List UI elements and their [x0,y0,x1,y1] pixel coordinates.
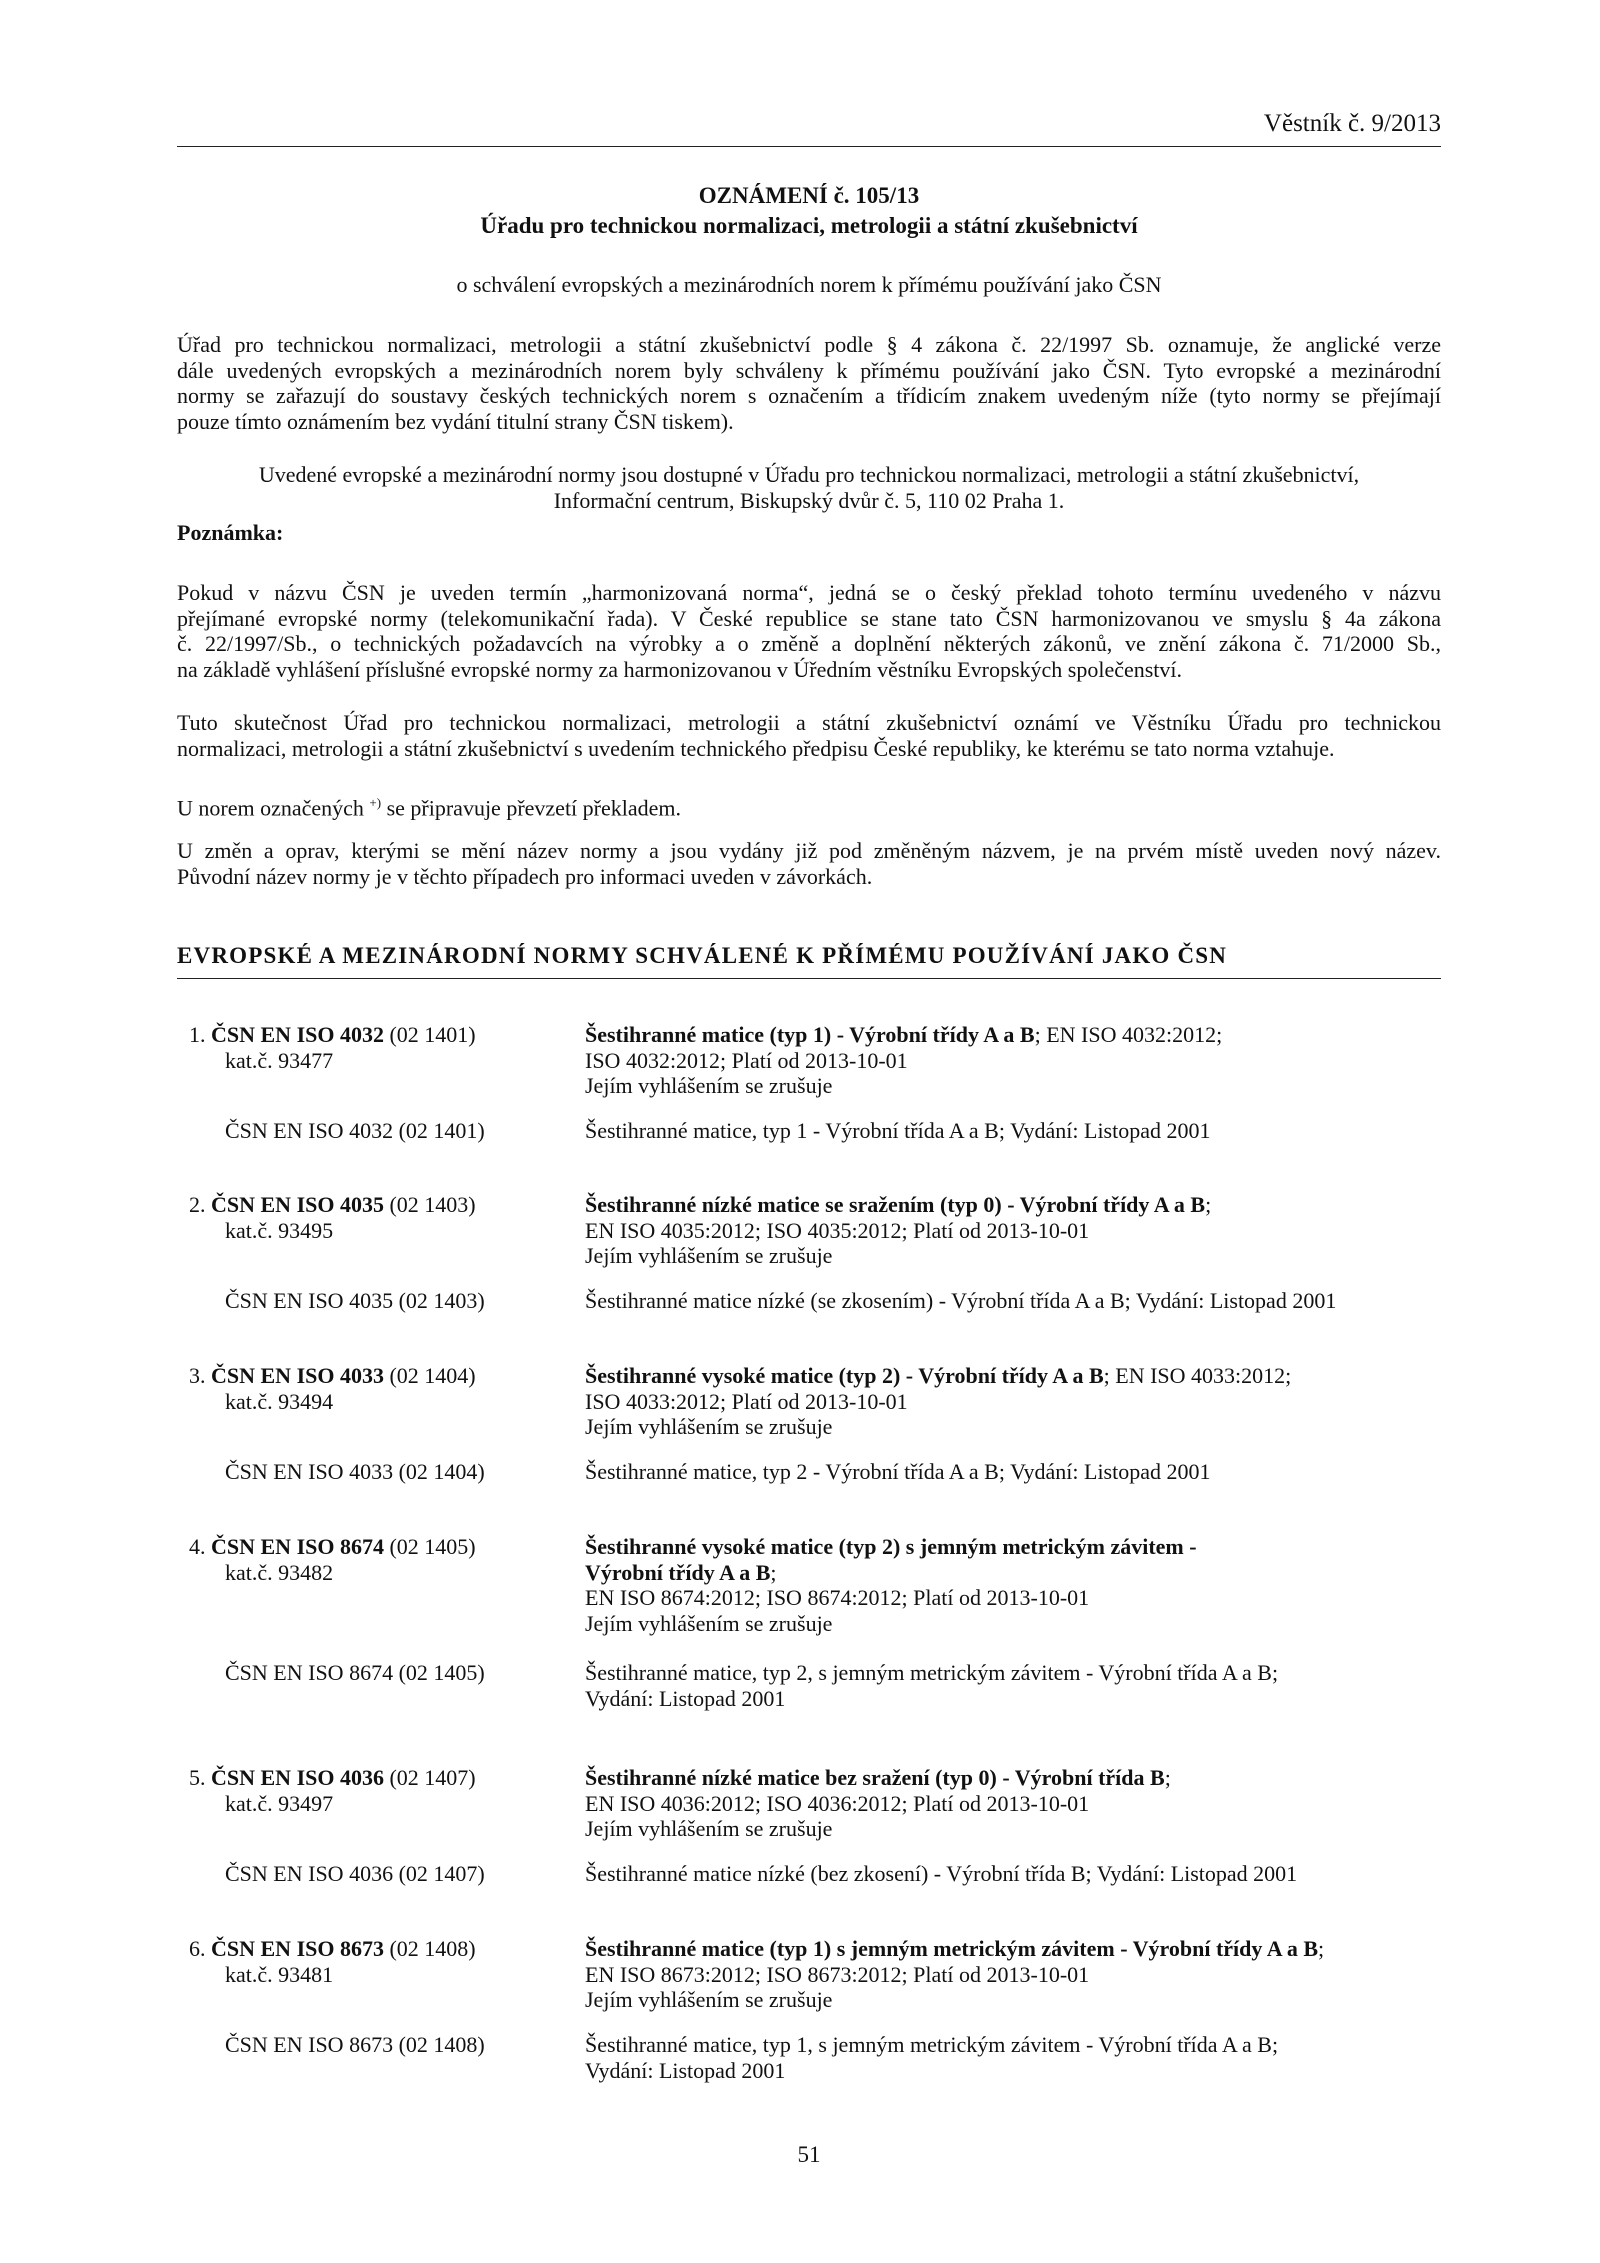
class-code: (02 1401) [383,1022,476,1047]
note-paragraph-1 [177,580,1441,682]
standard-detail: Jejím vyhlášením se zrušuje [585,1073,833,1098]
standard-designation [189,1192,569,1243]
standard-designation [189,1765,569,1816]
standard-code: ČSN EN ISO 8673 [211,1936,384,1961]
replaced-title: Vydání: Listopad 2001 [585,1685,786,1711]
catalog-number: kat.č. 93481 [225,1961,334,1987]
standard-title: Šestihranné matice (typ 1) - Výrobní třídy A a B [585,1022,1035,1047]
note-paragraph-4 [177,838,1441,889]
standard-detail: EN ISO 8674:2012; ISO 8674:2012; Platí od 2013-10-01 [585,1585,1090,1610]
standard-detail: ; [770,1559,777,1585]
replaced-title: Vydání: Listopad 2001 [585,2057,786,2083]
standard-code: ČSN EN ISO 4035 [211,1192,384,1217]
note-heading: Poznámka: [177,520,284,545]
standard-description [585,1765,1441,1842]
entry-number: 2. [189,1192,206,1217]
standard-detail: Jejím vyhlášením se zrušuje [585,1243,833,1268]
entry-number: 6. [189,1936,206,1961]
standard-detail: ; EN ISO 4033:2012; [1103,1363,1292,1388]
standard-description [585,1936,1441,2013]
replaced-title: Šestihranné matice nízké (se zkosením) - Výrobní třída A a B; Vydání: Listopad 2001 [585,1288,1337,1313]
replaced-code: ČSN EN ISO 8674 (02 1405) [225,1660,485,1685]
catalog-number: kat.č. 93477 [225,1047,334,1073]
intro-line: dále uvedených evropských a mezinárodních norem byly schváleny k přímému používání jako ČSN. Tyto evropské a mezinárodní [177,357,1441,383]
note-line: Pokud v názvu ČSN je uveden termín „harmonizovaná norma“, jedná se o český překlad tohoto termínu uvedeného v názvu [177,580,1441,605]
replaced-code: ČSN EN ISO 4036 (02 1407) [225,1861,485,1886]
intro-line: pouze tímto oznámením bez vydání titulní strany ČSN tiskem). [177,408,734,434]
entry-number: 5. [189,1765,206,1790]
availability-line: Uvedené evropské a mezinárodní normy jsou dostupné v Úřadu pro technickou normalizaci, metrologii a státní zkušebnictví, [258,462,1360,487]
page-number: 51 [797,2142,821,2167]
note-text: U norem označených [177,795,370,821]
catalog-number: kat.č. 93495 [225,1217,334,1243]
replaced-title: Šestihranné matice nízké (bez zkosení) - Výrobní třída B; Vydání: Listopad 2001 [585,1861,1298,1886]
journal-issue-header: Věstník č. 9/2013 [1263,110,1441,137]
standard-detail: Jejím vyhlášením se zrušuje [585,1816,833,1841]
replaced-title: Šestihranné matice, typ 1, s jemným metrickým závitem - Výrobní třída A a B; [585,2032,1279,2057]
note-line: Původní název normy je v těchto případech pro informaci uveden v závorkách. [177,863,873,889]
class-code: (02 1408) [383,1936,476,1961]
standard-title: Šestihranné vysoké matice (typ 2) s jemným metrickým závitem - [585,1534,1197,1559]
standard-detail: Jejím vyhlášením se zrušuje [585,1987,833,2012]
note-line: č. 22/1997/Sb., o technických požadavcích na výrobky a o změně a doplnění některých zákonů, ve znění zákona č. 71/2000 Sb., [177,631,1441,656]
class-code: (02 1404) [383,1363,476,1388]
standard-description [585,1192,1441,1269]
intro-line: Úřad pro technickou normalizaci, metrologii a státní zkušebnictví podle § 4 zákona č. 22/1997 Sb. oznamuje, že anglické verze [177,332,1441,357]
announcement-title: OZNÁMENÍ č. 105/13 [698,183,920,208]
standard-detail: ; [1318,1936,1325,1961]
catalog-number: kat.č. 93497 [225,1790,334,1816]
note-line: na základě vyhlášení příslušné evropské normy za harmonizovanou v Úředním věstníku Evropských společenství. [177,656,1183,682]
standard-detail: EN ISO 4035:2012; ISO 4035:2012; Platí od 2013-10-01 [585,1217,1090,1243]
replaced-code: ČSN EN ISO 4035 (02 1403) [225,1288,485,1313]
standard-detail: EN ISO 4036:2012; ISO 4036:2012; Platí od 2013-10-01 [585,1790,1090,1816]
standard-detail: EN ISO 8673:2012; ISO 8673:2012; Platí od 2013-10-01 [585,1961,1090,1987]
standard-code: ČSN EN ISO 4036 [211,1765,384,1790]
standard-description [585,1363,1441,1440]
note-paragraph-2 [177,710,1441,761]
replaced-title: Šestihranné matice, typ 2, s jemným metrickým závitem - Výrobní třída A a B; [585,1660,1279,1685]
note-line: Tuto skutečnost Úřad pro technickou normalizaci, metrologii a státní zkušebnictví oznámí ve Věstníku Úřadu pro technickou [177,710,1441,735]
class-code: (02 1407) [383,1765,476,1790]
intro-line: normy se zařazují do soustavy českých technických norem s označením a třídicím znakem uvedeným níže (tyto normy se přejímají [177,383,1441,408]
announcement-subtitle: o schválení evropských a mezinárodních norem k přímému používání jako ČSN [456,272,1162,297]
standard-title: Šestihranné nízké matice bez sražení (typ 0) - Výrobní třída B [585,1765,1165,1790]
note-paragraph-3 [177,790,1441,821]
standard-detail: ISO 4032:2012; Platí od 2013-10-01 [585,1047,908,1073]
standard-detail: ; [1164,1765,1171,1790]
standard-detail: Jejím vyhlášením se zrušuje [585,1414,833,1439]
replaced-code: ČSN EN ISO 4033 (02 1404) [225,1459,485,1484]
class-code: (02 1405) [383,1534,476,1559]
standard-detail: ; EN ISO 4032:2012; [1034,1022,1223,1047]
standard-title: Výrobní třídy A a B [585,1559,771,1585]
standard-code: ČSN EN ISO 4032 [211,1022,384,1047]
note-line: normalizaci, metrologii a státní zkušebnictví s uvedením technického předpisu České republiky, ke kterému se tato norma vztahuje. [177,735,1335,761]
entry-number: 4. [189,1534,206,1559]
note-superscript-marker: +) [369,795,382,810]
standard-title: Šestihranné nízké matice se sražením (typ 0) - Výrobní třídy A a B [585,1192,1206,1217]
intro-paragraph [177,332,1441,434]
standard-code: ČSN EN ISO 8674 [211,1534,384,1559]
standard-designation [189,1936,569,1987]
standard-description [585,1534,1441,1636]
standard-code: ČSN EN ISO 4033 [211,1363,384,1388]
replaced-title: Šestihranné matice, typ 2 - Výrobní třída A a B; Vydání: Listopad 2001 [585,1459,1211,1484]
note-line: U změn a oprav, kterými se mění název normy a jsou vydány již pod změněným názvem, je na prvém místě uveden nový název. [177,838,1441,863]
standard-description [585,1022,1441,1099]
class-code: (02 1403) [383,1192,476,1217]
standard-detail: Jejím vyhlášením se zrušuje [585,1610,833,1636]
standard-detail: ; [1205,1192,1212,1217]
announcement-office: Úřadu pro technickou normalizaci, metrologii a státní zkušebnictví [480,213,1138,238]
standard-designation [189,1363,569,1414]
replaced-code: ČSN EN ISO 4032 (02 1401) [225,1118,485,1143]
replaced-code: ČSN EN ISO 8673 (02 1408) [225,2032,485,2057]
availability-line: Informační centrum, Biskupský dvůr č. 5, 110 02 Praha 1. [553,487,1065,513]
entry-number: 3. [189,1363,206,1388]
catalog-number: kat.č. 93482 [225,1559,334,1585]
note-text: se připravuje převzetí překladem. [381,795,682,821]
standard-detail: ISO 4033:2012; Platí od 2013-10-01 [585,1388,908,1414]
replaced-title: Šestihranné matice, typ 1 - Výrobní třída A a B; Vydání: Listopad 2001 [585,1118,1211,1143]
standard-designation [189,1022,569,1073]
header-rule [177,146,1441,147]
standard-title: Šestihranné matice (typ 1) s jemným metrickým závitem - Výrobní třídy A a B [585,1936,1319,1961]
entry-number: 1. [189,1022,206,1047]
catalog-number: kat.č. 93494 [225,1388,334,1414]
standard-designation [189,1534,569,1585]
standard-title: Šestihranné vysoké matice (typ 2) - Výrobní třídy A a B [585,1363,1104,1388]
availability-paragraph [177,462,1441,513]
section-rule [177,978,1441,979]
note-line: přejímané evropské normy (telekomunikační řada). V České republice se stane tato ČSN harmonizovanou ve smyslu § 4a zákona [177,605,1441,631]
section-title: EVROPSKÉ A MEZINÁRODNÍ NORMY SCHVÁLENÉ K PŘÍMÉMU POUŽÍVÁNÍ JAKO ČSN [177,943,1228,968]
